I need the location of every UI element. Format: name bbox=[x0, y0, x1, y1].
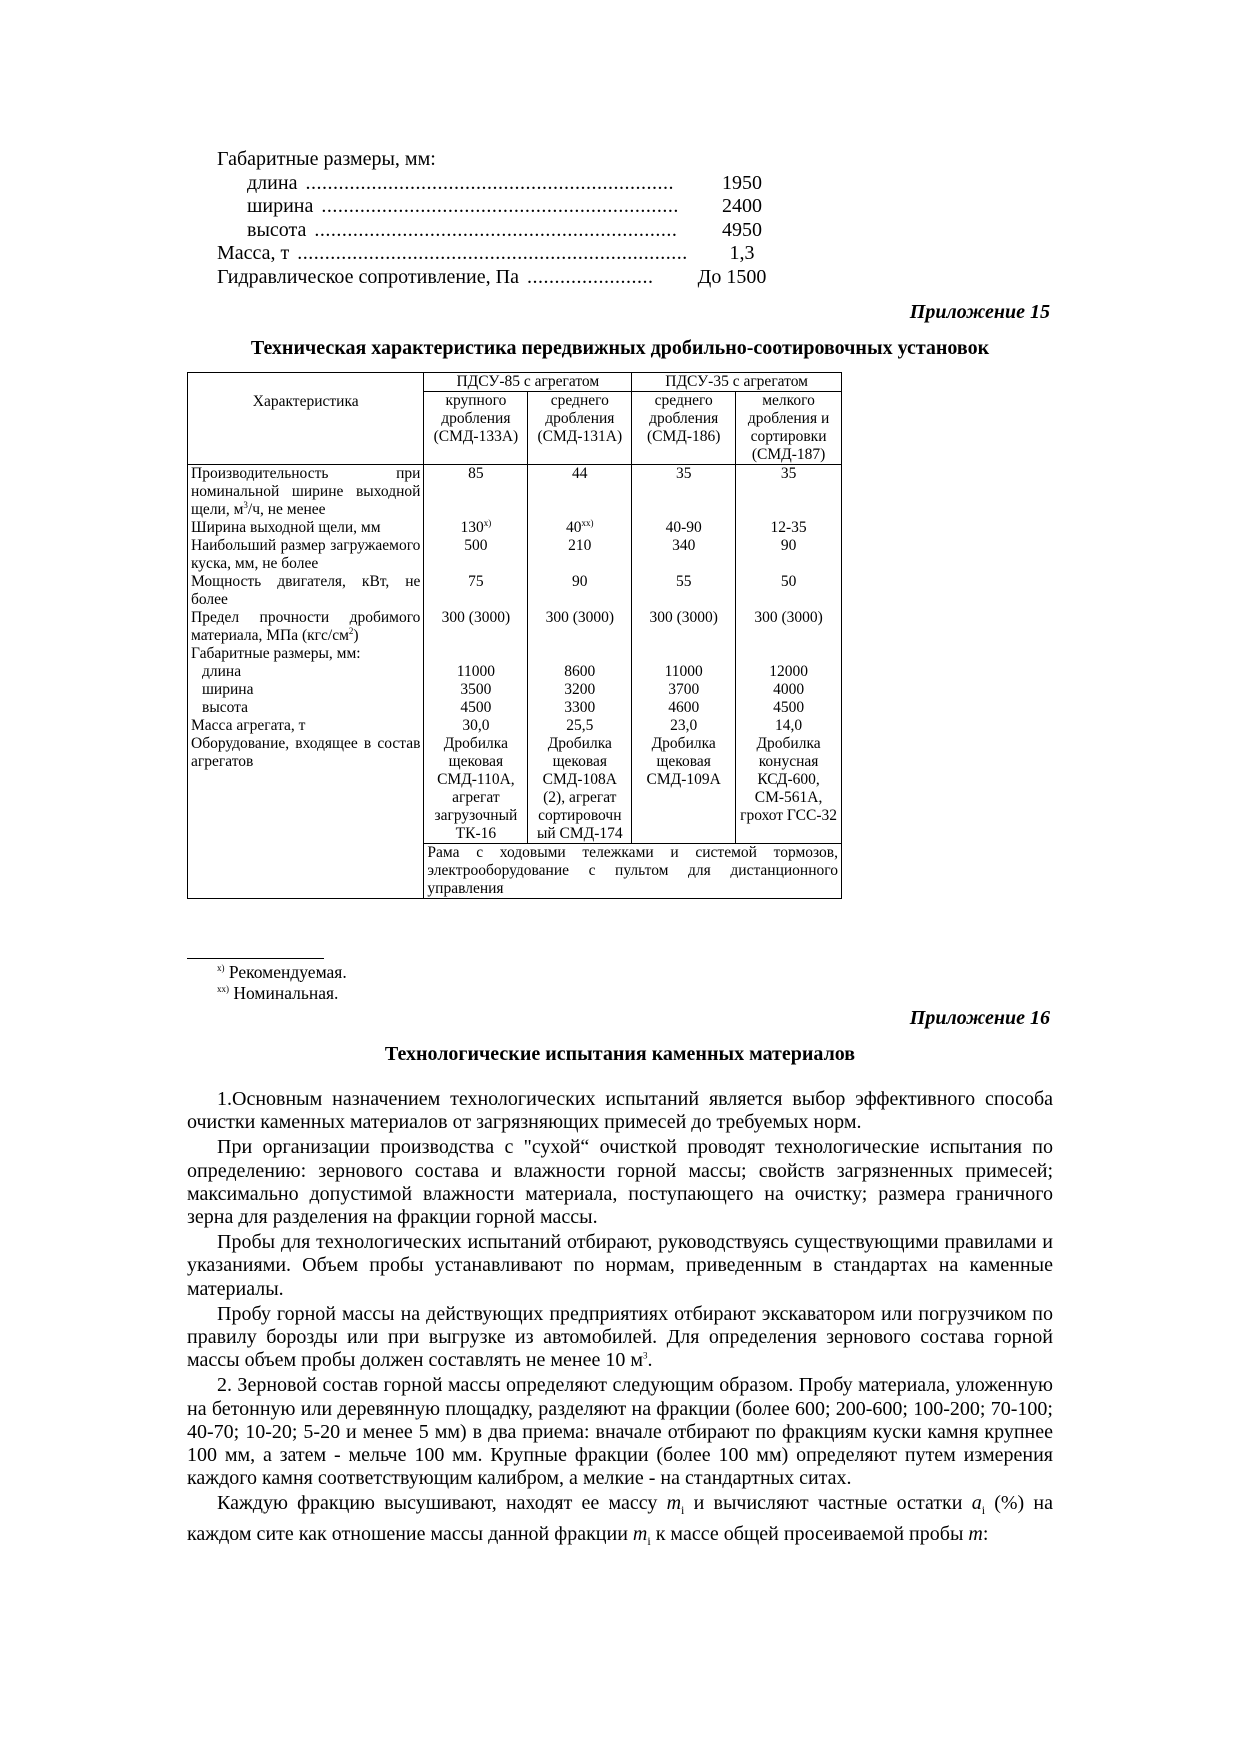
column-group-pdsu-35: ПДСУ-35 с агрегатом bbox=[632, 373, 842, 392]
table-cell: 90 bbox=[736, 537, 842, 573]
table-cell: Дробилка конусная КСД-600, СМ-561А, грохот ГСС-32 bbox=[736, 735, 842, 844]
column-header: среднего дробления (СМД-186) bbox=[632, 392, 736, 465]
table-row bbox=[188, 681, 842, 699]
spec-label: Масса, т bbox=[217, 242, 290, 264]
table-row bbox=[188, 735, 842, 844]
spec-row-length bbox=[217, 172, 787, 196]
table-cell: Дробилка щековая СМД-110А, агрегат загрузочный ТК-16 bbox=[424, 735, 528, 844]
table-cell: 90 bbox=[528, 573, 632, 609]
dimensions-spec-list bbox=[217, 148, 787, 289]
table-row bbox=[188, 645, 842, 663]
paragraph: Каждую фракцию высушивают, находят ее массу $m_i$ и вычисляют частные остатки $a_i$ (%) на каждом сите как отношение массы данной фракции $m_i$ к массе общей просеиваемой пробы m: bbox=[187, 1492, 1054, 1548]
column-group-pdsu-85: ПДСУ-85 с агрегатом bbox=[424, 373, 632, 392]
spec-row-width bbox=[217, 195, 787, 219]
spec-label: ширина bbox=[247, 195, 314, 217]
row-label: Мощность двигателя, кВт, не более bbox=[188, 573, 424, 609]
table-cell: Дробилка щековая СМД-109А bbox=[632, 735, 736, 844]
leader-dots: .................................................................. bbox=[314, 218, 678, 241]
column-header: мелкого дробления и сортировки (СМД-187) bbox=[736, 392, 842, 465]
appendix-16-label: Приложение 16 bbox=[909, 1007, 1050, 1029]
table-cell: 340 bbox=[632, 537, 736, 573]
row-label: Наибольший размер загружаемого куска, мм, не более bbox=[188, 537, 424, 573]
table-row bbox=[188, 465, 842, 520]
table-cell: 75 bbox=[424, 573, 528, 609]
spec-label: Гидравлическое сопротивление, Па bbox=[217, 265, 519, 288]
table-cell: 12000 bbox=[736, 663, 842, 681]
table-cell: 300 (3000) bbox=[632, 609, 736, 645]
row-label: Производительность при номинальной ширине выходной щели, $м^3/ч$, не менее bbox=[188, 465, 424, 520]
table-cell: 4000 bbox=[736, 681, 842, 699]
column-header: крупного дробления (СМД-133А) bbox=[424, 392, 528, 465]
spec-header: Габаритные размеры, мм: bbox=[217, 148, 436, 170]
table-cell: 8600 bbox=[528, 663, 632, 681]
table-cell: 4600 bbox=[632, 699, 736, 717]
table-row bbox=[188, 844, 842, 899]
table-cell: 40$^{xx)}$ bbox=[528, 519, 632, 537]
table-cell: 85 bbox=[424, 465, 528, 520]
table-cell: 11000 bbox=[632, 663, 736, 681]
table-row bbox=[188, 663, 842, 681]
row-label: длина bbox=[188, 663, 424, 681]
table-row bbox=[188, 609, 842, 645]
column-header-characteristic: Характеристика bbox=[188, 373, 424, 465]
table-cell: 14,0 bbox=[736, 717, 842, 735]
leader-dots: ................................................................... bbox=[305, 171, 674, 194]
table-row bbox=[188, 519, 842, 537]
table-cell: 44 bbox=[528, 465, 632, 520]
table-cell: 40-90 bbox=[632, 519, 736, 537]
table-cell: 500 bbox=[424, 537, 528, 573]
table-cell: 12-35 bbox=[736, 519, 842, 537]
table-cell: 35 bbox=[632, 465, 736, 520]
spec-value: 2400 bbox=[722, 195, 762, 217]
spec-value: До 1500 bbox=[697, 265, 767, 288]
row-label: Габаритные размеры, мм: bbox=[188, 645, 424, 663]
table-cell: 3300 bbox=[528, 699, 632, 717]
table-cell: 300 (3000) bbox=[424, 609, 528, 645]
table-cell: 210 bbox=[528, 537, 632, 573]
body-text bbox=[187, 1088, 1053, 1555]
appendix-15-title: Техническая характеристика передвижных дробильно-соотировочных установок bbox=[250, 337, 990, 359]
row-label: Предел прочности дробимого материала, МПа $(кгс/см^2)$ bbox=[188, 609, 424, 645]
table-row bbox=[188, 573, 842, 609]
table-cell: 23,0 bbox=[632, 717, 736, 735]
table-cell: 300 (3000) bbox=[736, 609, 842, 645]
paragraph: Пробу горной массы на действующих предприятиях отбирают экскаватором или погрузчиком по правилу борозды или при выгрузке из автомобилей. Для определения зернового состава горной массы объем пробы должен составлять не менее 10 $м^3$. bbox=[187, 1302, 1053, 1372]
footnote-divider bbox=[187, 958, 324, 959]
leader-dots: ....................................................................... bbox=[297, 242, 688, 264]
paragraph: 2. Зерновой состав горной массы определяют следующим образом. Пробу материала, уложенную на бетонную или деревянную площадку, разделяют на фракции (более 600; 200-600; 100-200; 70-100; 40-70; 10-20; 5-20 и менее 5 мм) в два приема: вначале отбирают по фракциям куски камня крупнее 100 мм, а затем - мельче 100 мм. Крупные фракции (более 100 мм) определяют путем измерения каждого камня соответствующим калибром, а мелкие - на стандартных ситах. bbox=[187, 1374, 1053, 1490]
table-cell: 3500 bbox=[424, 681, 528, 699]
table-cell: 50 bbox=[736, 573, 842, 609]
appendix-16-title: Технологические испытания каменных материалов bbox=[384, 1043, 856, 1065]
table-cell: 3200 bbox=[528, 681, 632, 699]
table-header-row bbox=[188, 373, 842, 392]
tech-characteristics-table bbox=[187, 372, 842, 899]
spec-value: 4950 bbox=[722, 218, 762, 241]
table-cell: 4500 bbox=[424, 699, 528, 717]
table-cell: 130$^{x)}$ bbox=[424, 519, 528, 537]
column-header: среднего дробления (СМД-131А) bbox=[528, 392, 632, 465]
table-cell: 300 (3000) bbox=[528, 609, 632, 645]
table-cell: 4500 bbox=[736, 699, 842, 717]
leader-dots: ................................................................. bbox=[321, 195, 679, 217]
spec-row-mass bbox=[217, 242, 787, 266]
footnotes bbox=[217, 962, 347, 1004]
leader-dots: ....................... bbox=[526, 265, 654, 288]
row-label: ширина bbox=[188, 681, 424, 699]
table-row bbox=[188, 699, 842, 717]
table-row bbox=[188, 537, 842, 573]
table-cell: 25,5 bbox=[528, 717, 632, 735]
table-cell: 55 bbox=[632, 573, 736, 609]
paragraph: Пробы для технологических испытаний отбирают, руководствуясь существующими правилами и указаниями. Объем пробы устанавливают по нормам, приведенным в стандартах на каменные материалы. bbox=[187, 1231, 1053, 1300]
row-label: высота bbox=[188, 699, 424, 717]
table-cell: Дробилка щековая СМД-108А (2), агрегат сортировочн ый СМД-174 bbox=[528, 735, 632, 844]
table-cell-frame: Рама с ходовыми тележками и системой тормозов, электрооборудование с пультом для дистанционного управления bbox=[424, 844, 842, 899]
paragraph: При организации производства с "сухой“ очисткой проводят технологические испытания по определению: зернового состава и влажности горной массы; свойств загрязненных примесей; максимально допустимой влажности материала, поступающего на очистку; размера граничного зерна для разделения на фракции горной массы. bbox=[187, 1136, 1053, 1229]
spec-value: 1950 bbox=[722, 171, 762, 194]
appendix-15-label: Приложение 15 bbox=[909, 301, 1050, 323]
spec-label: длина bbox=[247, 171, 298, 194]
table-cell: 35 bbox=[736, 465, 842, 520]
footnote: $^{xx)}$ Номинальная. bbox=[217, 983, 339, 1003]
spec-row-height bbox=[217, 219, 787, 243]
table-cell: 11000 bbox=[424, 663, 528, 681]
footnote: $^{x)}$ Рекомендуемая. bbox=[217, 962, 347, 982]
spec-row-resistance bbox=[217, 266, 787, 290]
table-cell: 30,0 bbox=[424, 717, 528, 735]
paragraph: 1.Основным назначением технологических испытаний является выбор эффективного способа очистки каменных материалов от загрязняющих примесей до требуемых норм. bbox=[187, 1088, 1053, 1134]
spec-value: 1,3 bbox=[729, 242, 755, 264]
table-cell: 3700 bbox=[632, 681, 736, 699]
table-row bbox=[188, 717, 842, 735]
spec-label: высота bbox=[247, 218, 307, 241]
row-label: Оборудование, входящее в состав агрегатов bbox=[188, 735, 424, 844]
row-label: Масса агрегата, т bbox=[188, 717, 424, 735]
spec-header-row bbox=[217, 148, 787, 172]
row-label: Ширина выходной щели, мм bbox=[188, 519, 424, 537]
